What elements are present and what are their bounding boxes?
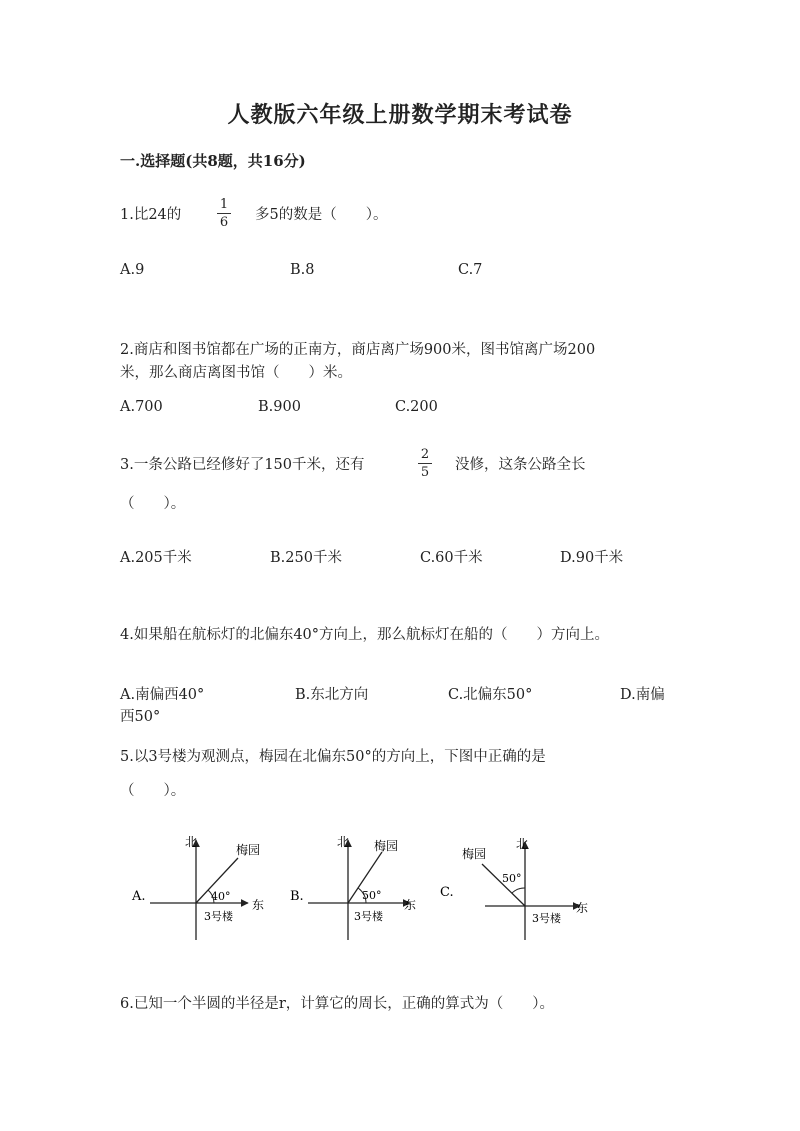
q2-option-c[interactable]: C.200: [395, 399, 438, 415]
q3-option-c[interactable]: C.60千米: [420, 550, 483, 566]
q3-fraction-numerator: 2: [418, 446, 432, 464]
figure-b-angle-label: 50°: [362, 889, 382, 902]
q4-option-d[interactable]: D.南偏: [620, 687, 665, 703]
q4-option-b[interactable]: B.东北方向: [295, 687, 369, 703]
figure-a-east-label: 东: [252, 898, 265, 912]
q2-option-a[interactable]: A.700: [120, 399, 163, 415]
figure-b-origin-label: 3号楼: [354, 910, 383, 923]
q3-line2: （ ）。: [120, 496, 186, 512]
q4-text: 4.如果船在航标灯的北偏东40°方向上，那么航标灯在船的（ ）方向上。: [120, 627, 610, 643]
figure-b[interactable]: [290, 835, 416, 940]
q2-line1: 2.商店和图书馆都在广场的正南方，商店离广场900米，图书馆离广场200: [120, 342, 596, 358]
figure-b-label: B.: [290, 889, 304, 904]
q1-option-a[interactable]: A.9: [120, 262, 145, 278]
figure-c-origin-label: 3号楼: [532, 912, 561, 925]
q1-text-before: 1.比24的: [120, 207, 182, 223]
figure-c-direction-line: [482, 864, 525, 906]
q1-fraction: [217, 196, 231, 231]
figure-c-label: C.: [440, 885, 454, 900]
q3-fraction-denominator: 5: [420, 465, 430, 480]
figure-a-target-label: 梅园: [236, 843, 261, 857]
figure-b-north-label: 北: [337, 835, 350, 849]
section-heading: 一.选择题(共8题，共16分): [120, 152, 306, 170]
q3-option-d[interactable]: D.90千米: [560, 550, 624, 566]
page-title: 人教版六年级上册数学期末考试卷: [227, 102, 573, 128]
figure-a-north-label: 北: [185, 835, 198, 849]
q1-option-c[interactable]: C.7: [458, 262, 483, 278]
figure-c-east-label: 东: [576, 901, 589, 915]
figure-c-angle-arc: [512, 888, 525, 893]
figure-a-origin-label: 3号楼: [204, 910, 233, 923]
figure-b-east-label: 东: [404, 898, 417, 912]
q5-figures: [120, 830, 600, 950]
q2-line2: 米，那么商店离图书馆（ ）米。: [120, 365, 352, 381]
figure-b-target-label: 梅园: [374, 839, 399, 853]
q1-fraction-denominator: 6: [219, 215, 229, 230]
q3-option-a[interactable]: A.205千米: [120, 550, 192, 566]
q3-fraction: [418, 446, 432, 481]
q1-option-b[interactable]: B.8: [290, 262, 315, 278]
q5-line2: （ ）。: [120, 783, 186, 799]
figure-a-angle-label: 40°: [211, 890, 231, 903]
figure-c-north-label: 北: [516, 837, 529, 851]
q4-option-d-wrap: 西50°: [120, 709, 161, 725]
figure-c-angle-label: 50°: [502, 872, 522, 885]
q4-option-a[interactable]: A.南偏西40°: [120, 687, 205, 703]
q1-fraction-numerator: 1: [217, 196, 231, 214]
q3-option-b[interactable]: B.250千米: [270, 550, 342, 566]
q6-text: 6.已知一个半圆的半径是r，计算它的周长，正确的算式为（ ）。: [120, 996, 555, 1012]
q3-text-before: 3.一条公路已经修好了150千米，还有: [120, 457, 365, 473]
q5-line1: 5.以3号楼为观测点，梅园在北偏东50°的方向上，下图中正确的是: [120, 749, 546, 765]
q4-option-c[interactable]: C.北偏东50°: [448, 687, 533, 703]
figure-c[interactable]: [440, 837, 588, 940]
q2-option-b[interactable]: B.900: [258, 399, 301, 415]
figure-a[interactable]: [131, 835, 264, 940]
q1-text-after: 多5的数是（ ）。: [255, 207, 388, 223]
figure-a-label: A.: [132, 889, 146, 904]
q3-text-after: 没修，这条公路全长: [455, 457, 586, 473]
figure-c-target-label: 梅园: [462, 847, 487, 861]
